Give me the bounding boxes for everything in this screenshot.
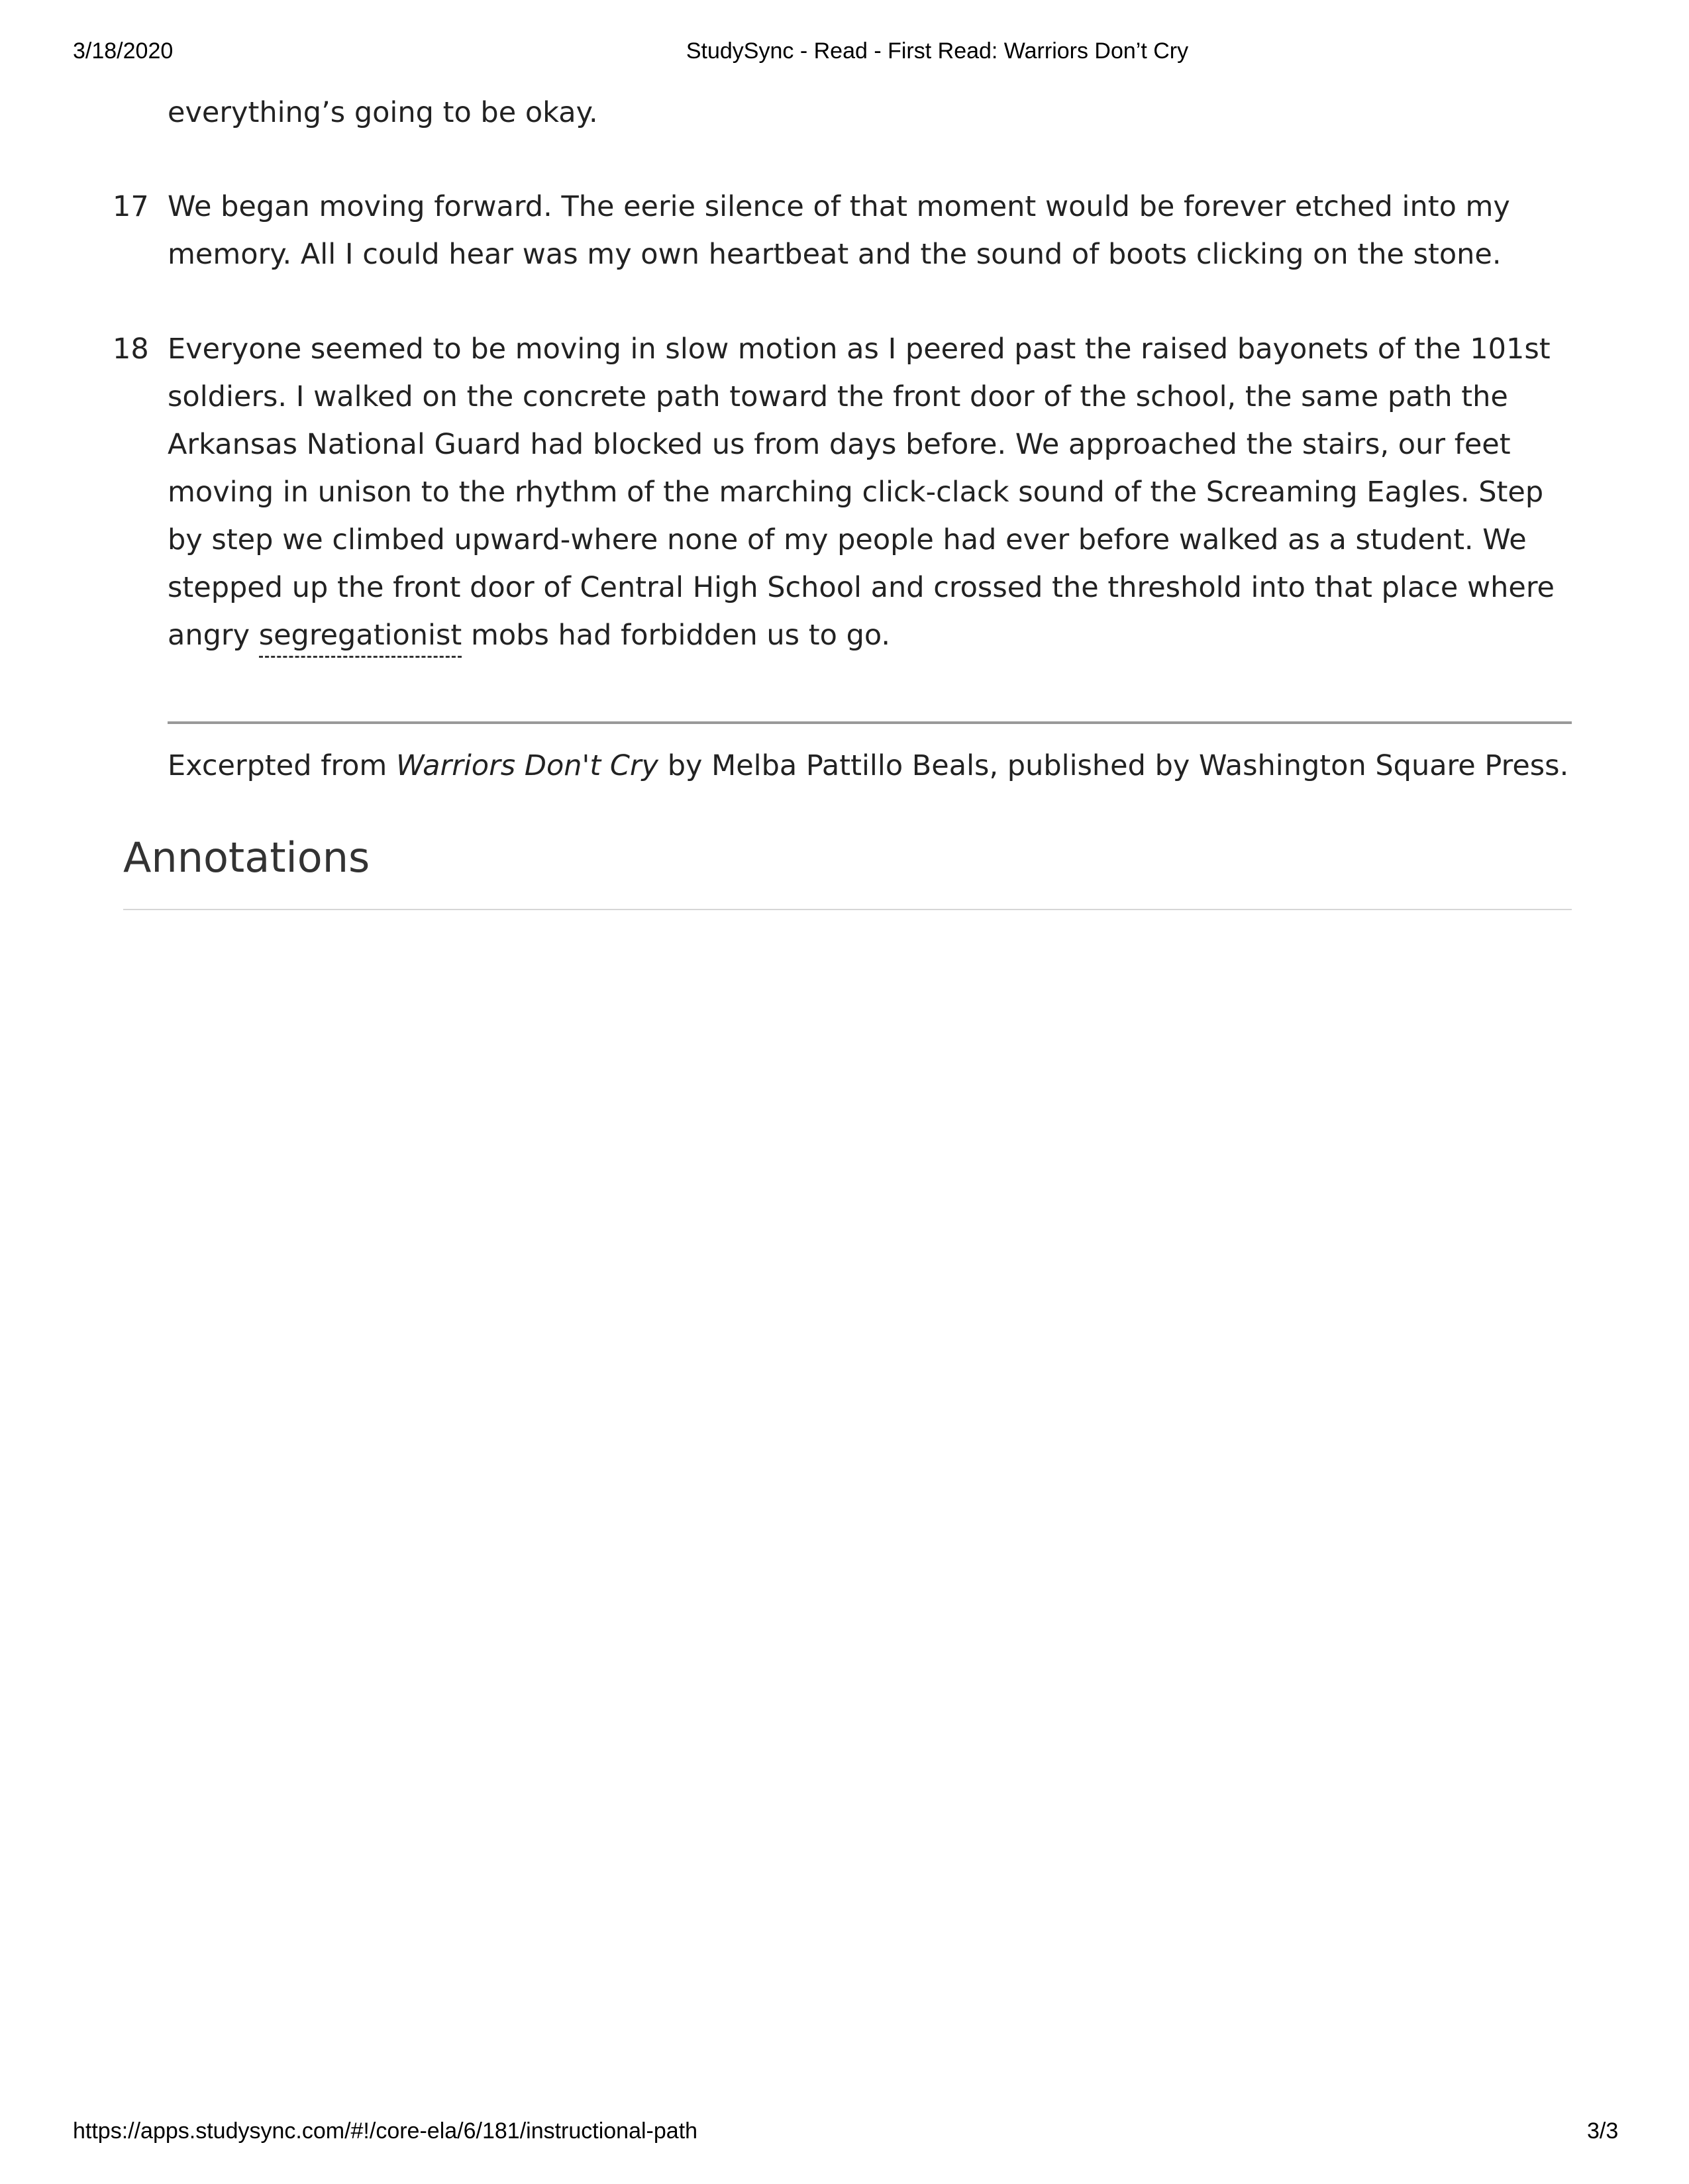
citation-book-title: Warriors Don't Cry	[395, 749, 659, 782]
print-footer-page-number: 3/3	[1587, 2118, 1619, 2144]
paragraph-18	[168, 325, 1572, 659]
citation-prefix: Excerpted from	[168, 749, 387, 782]
paragraph-18-text-after: mobs had forbidden us to go.	[470, 619, 891, 652]
paragraph-number-17: 17	[113, 190, 149, 223]
paragraph-number-18: 18	[113, 333, 149, 366]
citation-divider	[168, 721, 1572, 724]
print-footer-url: https://apps.studysync.com/#!/core-ela/6/181/instructional-path	[73, 2118, 698, 2144]
print-header-date: 3/18/2020	[73, 38, 174, 64]
paragraph-17: We began moving forward. The eerie silence of that moment would be forever etched into my memory. All I could hear was my own heartbeat and the sound of boots clicking on the stone.	[168, 190, 1510, 271]
paragraph-continuation: everything’s going to be okay.	[168, 96, 598, 129]
annotations-heading: Annotations	[123, 833, 370, 882]
print-header-title: StudySync - Read - First Read: Warriors Don’t Cry	[686, 38, 1189, 64]
vocabulary-word-segregationist[interactable]: segregationist	[259, 619, 462, 658]
annotations-divider	[123, 909, 1572, 910]
paragraph-18-text-before: Everyone seemed to be moving in slow motion as I peered past the raised bayonets of the 101st soldiers. I walked on the concrete path toward the front door of the school, the same path the Arkansas National Guard had blocked us from days before. We approached the stairs, our feet moving in unison to the rhythm of the marching click-clack sound of the Screaming Eagles. Step by step we climbed upward-where none of my people had ever before walked as a student. We stepped up the front door of Central High School and crossed the threshold into that place where angry	[168, 333, 1555, 652]
citation	[168, 742, 1568, 790]
citation-suffix: by Melba Pattillo Beals, published by Washington Square Press.	[667, 749, 1569, 782]
